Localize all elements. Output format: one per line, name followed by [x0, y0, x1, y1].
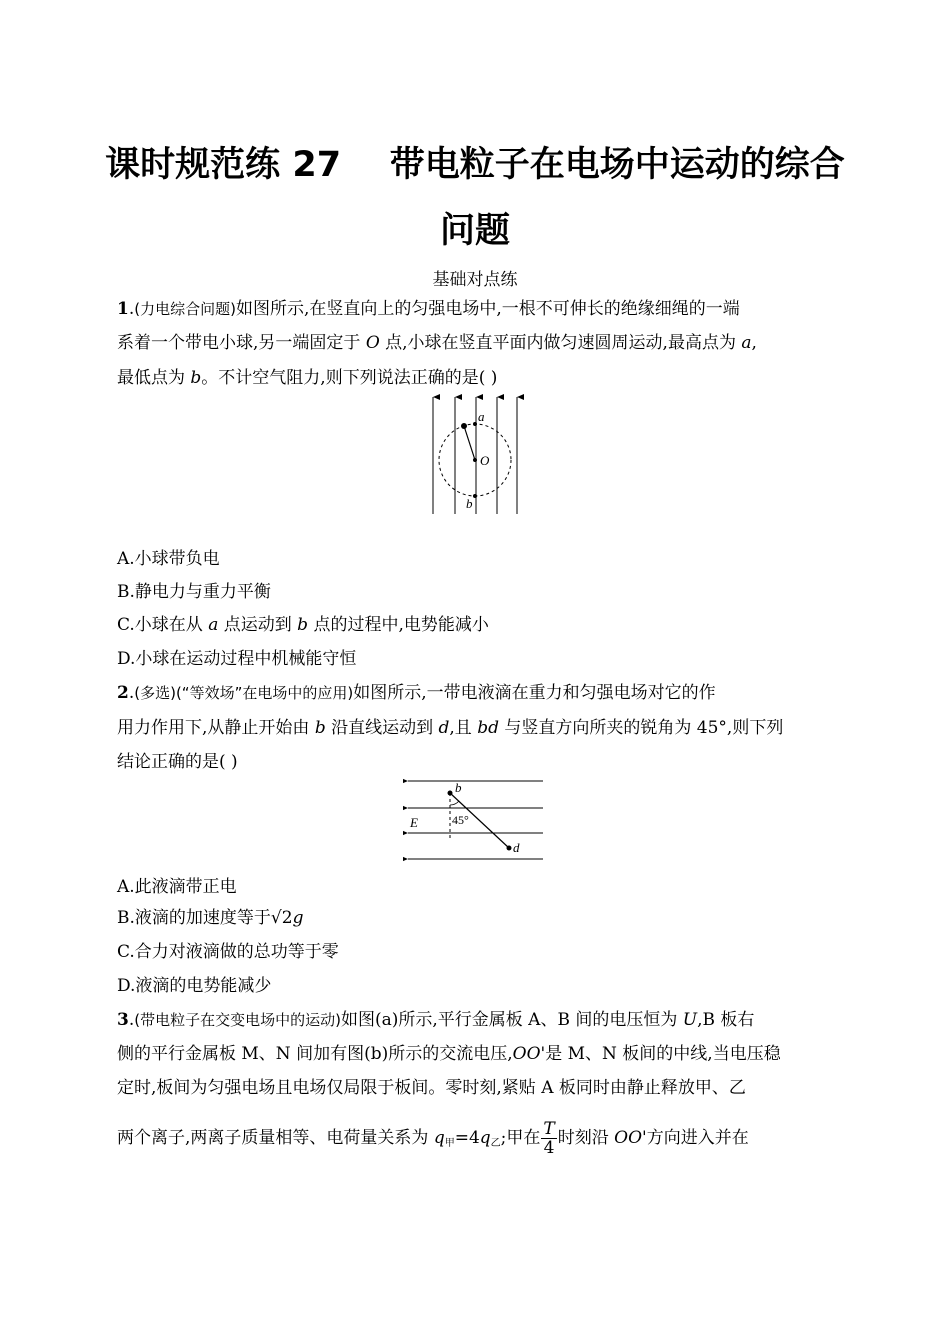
- q1-text-1: 如图所示,在竖直向上的匀强电场中,一根不可伸长的绝缘细绳的一端: [235, 299, 740, 319]
- q3-sub-yi: 乙: [490, 1138, 501, 1149]
- q1-var-O: O: [365, 333, 380, 353]
- q1-line3: [117, 367, 497, 389]
- q3-text-2a: 侧的平行金属板 M、N 间加有图(b)所示的交流电压,: [117, 1044, 513, 1064]
- q3-text-2b: 是 M、N 板间的中线,当电压稳: [545, 1044, 781, 1064]
- fraction-numerator: T: [543, 1119, 555, 1139]
- q1-option-c: [117, 614, 489, 636]
- fraction-T-over-4: [541, 1120, 556, 1157]
- q3-tag: (带电粒子在交变电场中的运动): [134, 1011, 341, 1029]
- q3-var-q1: q: [433, 1128, 445, 1148]
- q2-figure: [403, 774, 548, 866]
- center-point-O: [473, 458, 477, 462]
- q3-line3: 定时,板间为匀强电场且电场仅局限于板间。零时刻,紧贴 A 板同时由静止释放甲、乙: [117, 1078, 746, 1098]
- point-d: [507, 846, 512, 851]
- q3-text-1: 如图(a)所示,平行金属板 A、B 间的电压恒为: [340, 1010, 683, 1030]
- q3-line4: [117, 1118, 749, 1164]
- q2-text-2e: ,且: [449, 718, 478, 738]
- q3-sub-jia: 甲: [444, 1138, 455, 1149]
- page-title-line2: 问题: [439, 211, 510, 251]
- point-a: [473, 422, 477, 426]
- q1-figure: [420, 392, 530, 516]
- q3-var-q2: q: [479, 1128, 491, 1148]
- label-O: O: [480, 453, 490, 468]
- q3-var-OO: OO': [512, 1044, 546, 1064]
- q2-line2: [117, 717, 783, 739]
- q1-var-a: a: [741, 333, 752, 353]
- q1-text-2a: 系着一个带电小球,另一端固定于: [117, 333, 366, 353]
- point-b: [473, 494, 477, 498]
- field-lines-horizontal: [408, 781, 543, 859]
- section-heading: 基础对点练: [432, 270, 518, 290]
- q1-line2: [117, 332, 757, 354]
- q2-option-b: [117, 907, 303, 929]
- q1-c-text2: 点运动到: [218, 615, 298, 635]
- q3-text-4d: 方向进入并在: [646, 1128, 749, 1148]
- q2-b-var-g: g: [292, 908, 304, 928]
- label-b: b: [455, 780, 462, 795]
- q3-var-U: U: [682, 1010, 698, 1030]
- q3-text-4c: 时刻沿: [557, 1128, 615, 1148]
- q2-option-c: C.合力对液滴做的总功等于零: [117, 942, 339, 962]
- label-d: d: [513, 840, 520, 855]
- q1-option-a: A.小球带负电: [117, 549, 220, 569]
- q2-text-1: 如图所示,一带电液滴在重力和匀强电场对它的作: [353, 683, 716, 703]
- angle-arc: [450, 801, 459, 805]
- q2-b-text: B.液滴的加速度等于: [117, 908, 271, 928]
- q1-c-text3: 点的过程中,电势能减小: [308, 615, 489, 635]
- q1-text-2b: 点,小球在竖直平面内做匀速圆周运动,最高点为: [379, 333, 742, 353]
- label-E: E: [410, 815, 418, 830]
- q3-text-4a: 两个离子,两离子质量相等、电荷量关系为: [117, 1128, 434, 1148]
- q2-var-d: d: [438, 718, 450, 738]
- label-angle: 45°: [452, 813, 469, 827]
- q2-text-2c: 沿直线运动到: [325, 718, 439, 738]
- q1-c-var-b: b: [297, 615, 309, 635]
- q3-text-eq: =4: [454, 1128, 480, 1148]
- q3-var-OO-2: OO': [614, 1128, 647, 1148]
- q2-b-sqrt: √2: [270, 908, 293, 928]
- point-b: [448, 791, 453, 796]
- q3-line1: 3.(带电粒子在交变电场中的运动)如图(a)所示,平行金属板 A、B 间的电压恒为 U,B 板右: [117, 1010, 755, 1030]
- page-title-line1: 课时规范练 27 带电粒子在电场中运动的综合: [105, 145, 845, 185]
- q1-option-d: D.小球在运动过程中机械能守恒: [117, 649, 357, 669]
- charged-ball: [461, 423, 467, 429]
- q1-line1: 1.(力电综合问题)如图所示,在竖直向上的匀强电场中,一根不可伸长的绝缘细绳的一端: [117, 299, 740, 319]
- q1-text-3b: 。不计空气阻力,则下列说法正确的是( ): [201, 368, 498, 388]
- q2-tag: (多选)(“等效场”在电场中的应用): [134, 684, 354, 702]
- q1-var-b: b: [190, 368, 202, 388]
- label-b: b: [466, 496, 473, 511]
- q1-c-text1: C.小球在从: [117, 615, 209, 635]
- q2-option-d: D.液滴的电势能减少: [117, 976, 272, 996]
- q1-text-3a: 最低点为: [117, 368, 191, 388]
- q2-text-2f: 与竖直方向所夹的锐角为 45°,则下列: [498, 718, 784, 738]
- q2-var-b: b: [314, 718, 326, 738]
- q1-c-var-a: a: [208, 615, 219, 635]
- q2-text-2a: 用力作用下,从静止开始由: [117, 718, 315, 738]
- q2-option-a: A.此液滴带正电: [117, 877, 237, 897]
- q2-number: 2: [117, 683, 129, 703]
- label-a: a: [478, 409, 485, 424]
- q3-line2: [117, 1043, 781, 1065]
- q2-line1: 2.(多选)(“等效场”在电场中的应用)如图所示,一带电液滴在重力和匀强电场对它的作: [117, 683, 716, 703]
- q1-option-b: B.静电力与重力平衡: [117, 582, 271, 602]
- q2-var-bd: bd: [477, 718, 499, 738]
- q3-text-4b: ;甲在: [500, 1128, 541, 1148]
- q1-number: 1: [117, 299, 129, 319]
- q3-text-1b: ,B 板右: [697, 1010, 755, 1030]
- q1-text-2c: ,: [751, 333, 757, 353]
- q2-line3: 结论正确的是( ): [117, 752, 238, 772]
- q1-tag: (力电综合问题): [134, 300, 236, 318]
- string: [464, 426, 475, 460]
- fraction-denominator: 4: [543, 1138, 555, 1158]
- q3-number: 3: [117, 1010, 129, 1030]
